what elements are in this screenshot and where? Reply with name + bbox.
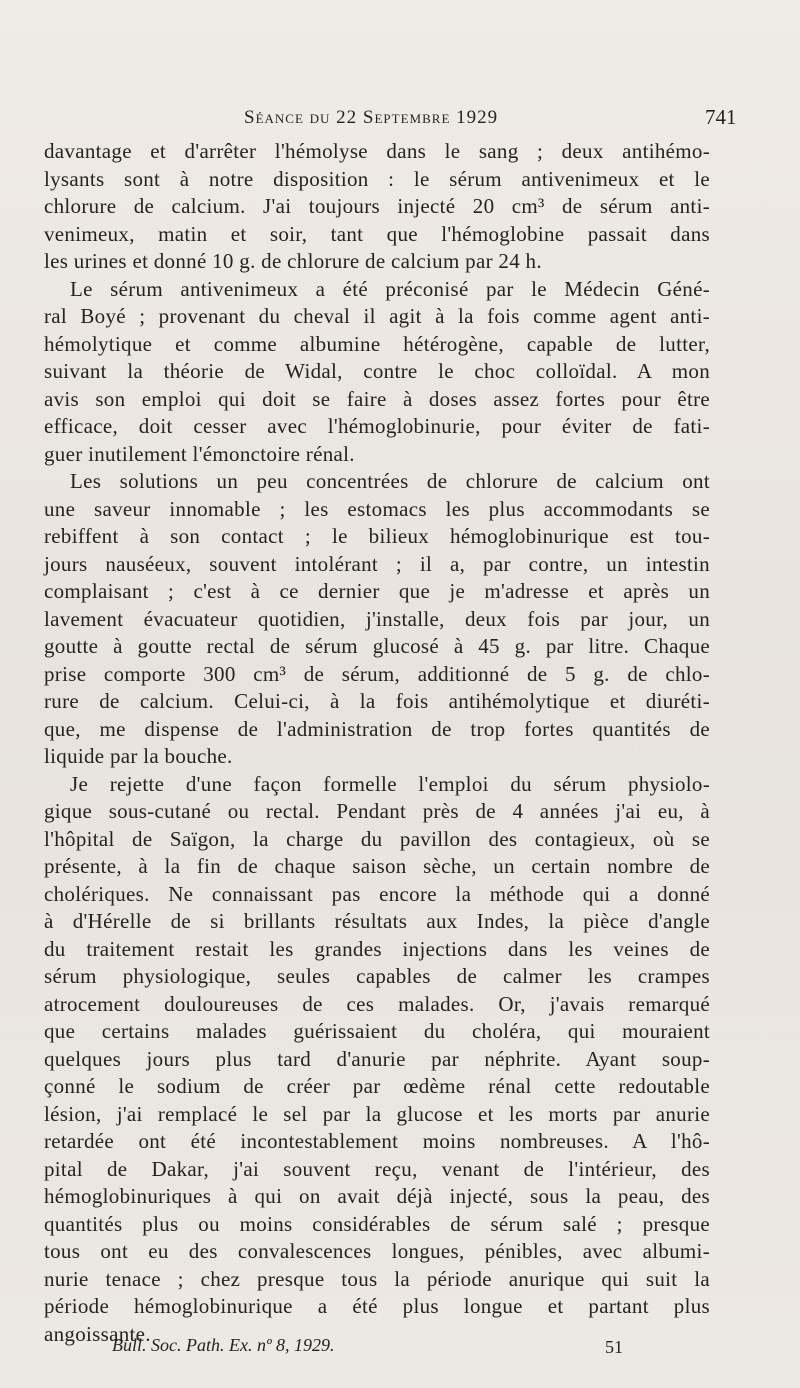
paragraph-4 — [44, 771, 710, 1349]
text-line: quelques jours plus tard d'anurie par néphrite. Ayant soup- — [44, 1046, 710, 1071]
text-line: pital de Dakar, j'ai souvent reçu, venant de l'intérieur, des — [44, 1156, 710, 1181]
text-line: çonné le sodium de créer par œdème rénal cette redoutable — [44, 1074, 710, 1098]
page-footer — [0, 1335, 800, 1363]
paragraph-2 — [44, 276, 710, 469]
text-line: lysants sont à notre disposition : le sérum antivenimeux et le — [44, 166, 710, 191]
text-line: nurie tenace ; chez presque tous la période anurique qui suit la — [44, 1266, 710, 1291]
text-line: lésion, j'ai remplacé le sel par la glucose et les morts par anurie — [44, 1101, 710, 1126]
text-line: efficace, doit cesser avec l'hémoglobinurie, pour éviter de fati- — [44, 414, 710, 438]
text-line: jours nauséeux, souvent intolérant ; il a, par contre, un intestin — [44, 551, 710, 576]
text-line: hémolytique et comme albumine hétérogène, capable de lutter, — [44, 331, 710, 356]
text-line: les urines et donné 10 g. de chlorure de calcium par 24 h. — [44, 249, 542, 273]
text-line: Les solutions un peu concentrées de chlorure de calcium ont — [70, 469, 710, 493]
paragraph-1 — [44, 138, 710, 276]
text-line: que, me dispense de l'administration de trop fortes quantités de — [44, 716, 710, 741]
text-line: atrocement douloureuses de ces malades. Or, j'avais remarqué — [44, 991, 710, 1016]
text-line: lavement évacuateur quotidien, j'installe, deux fois par jour, un — [44, 606, 710, 631]
running-title: Séance du 22 Septembre 1929 — [244, 107, 499, 128]
text-line: venimeux, matin et soir, tant que l'hémoglobine passait dans — [44, 221, 710, 246]
text-line: tous ont eu des convalescences longues, pénibles, avec albumi- — [44, 1239, 710, 1263]
page-header — [0, 103, 800, 135]
text-line: du traitement restait les grandes injections dans les veines de — [44, 936, 710, 961]
text-line: Le sérum antivenimeux a été préconisé par le Médecin Géné- — [70, 276, 710, 301]
text-line: retardée ont été incontestablement moins nombreuses. A l'hô- — [44, 1129, 710, 1153]
text-line: chlorure de calcium. J'ai toujours injecté 20 cm³ de sérum anti- — [44, 194, 710, 218]
text-line: hémoglobinuriques à qui on avait déjà injecté, sous la peau, des — [44, 1184, 710, 1208]
text-line: sérum physiologique, seules capables de calmer les crampes — [44, 964, 710, 988]
page-number: 741 — [705, 105, 737, 129]
text-line: avis son emploi qui doit se faire à doses assez fortes pour être — [44, 386, 710, 411]
body-text — [44, 138, 710, 1348]
text-line: angoissante. — [44, 1321, 151, 1346]
text-line: suivant la théorie de Widal, contre le choc colloïdal. A mon — [44, 359, 710, 383]
text-line: goutte à goutte rectal de sérum glucosé à 45 g. par litre. Chaque — [44, 634, 710, 658]
journal-citation: Bull. Soc. Path. Ex. nº 8, 1929. — [112, 1335, 335, 1355]
text-line: Je rejette d'une façon formelle l'emploi du sérum physiolo- — [70, 771, 710, 796]
text-line: guer inutilement l'émonctoire rénal. — [44, 441, 355, 466]
text-line: prise comporte 300 cm³ de sérum, additionné de 5 g. de chlo- — [44, 661, 710, 686]
text-line: à d'Hérelle de si brillants résultats aux Indes, la pièce d'angle — [44, 909, 710, 933]
text-line: période hémoglobinurique a été plus longue et partant plus — [44, 1294, 710, 1318]
text-line: davantage et d'arrêter l'hémolyse dans le sang ; deux antihémo- — [44, 139, 710, 163]
text-line: rebiffent à son contact ; le bilieux hémoglobinurique est tou- — [44, 524, 710, 548]
signature-mark: 51 — [605, 1337, 623, 1357]
text-line: ral Boyé ; provenant du cheval il agit à la fois comme agent anti- — [44, 304, 710, 328]
text-line: présente, à la fin de chaque saison sèche, un certain nombre de — [44, 854, 710, 878]
text-line: l'hôpital de Saïgon, la charge du pavillon des contagieux, où se — [44, 826, 710, 851]
text-line: gique sous-cutané ou rectal. Pendant près de 4 années j'ai eu, à — [44, 799, 710, 823]
text-line: une saveur innomable ; les estomacs les plus accommodants se — [44, 496, 710, 521]
text-line: rure de calcium. Celui-ci, à la fois antihémolytique et diuréti- — [44, 689, 710, 713]
text-line: cholériques. Ne connaissant pas encore la méthode qui a donné — [44, 881, 710, 906]
text-line: complaisant ; c'est à ce dernier que je m'adresse et après un — [44, 579, 710, 603]
text-line: liquide par la bouche. — [44, 744, 233, 768]
text-line: quantités plus ou moins considérables de sérum salé ; presque — [44, 1211, 710, 1236]
text-line: que certains malades guérissaient du choléra, qui mouraient — [44, 1019, 710, 1043]
paragraph-3 — [44, 468, 710, 771]
